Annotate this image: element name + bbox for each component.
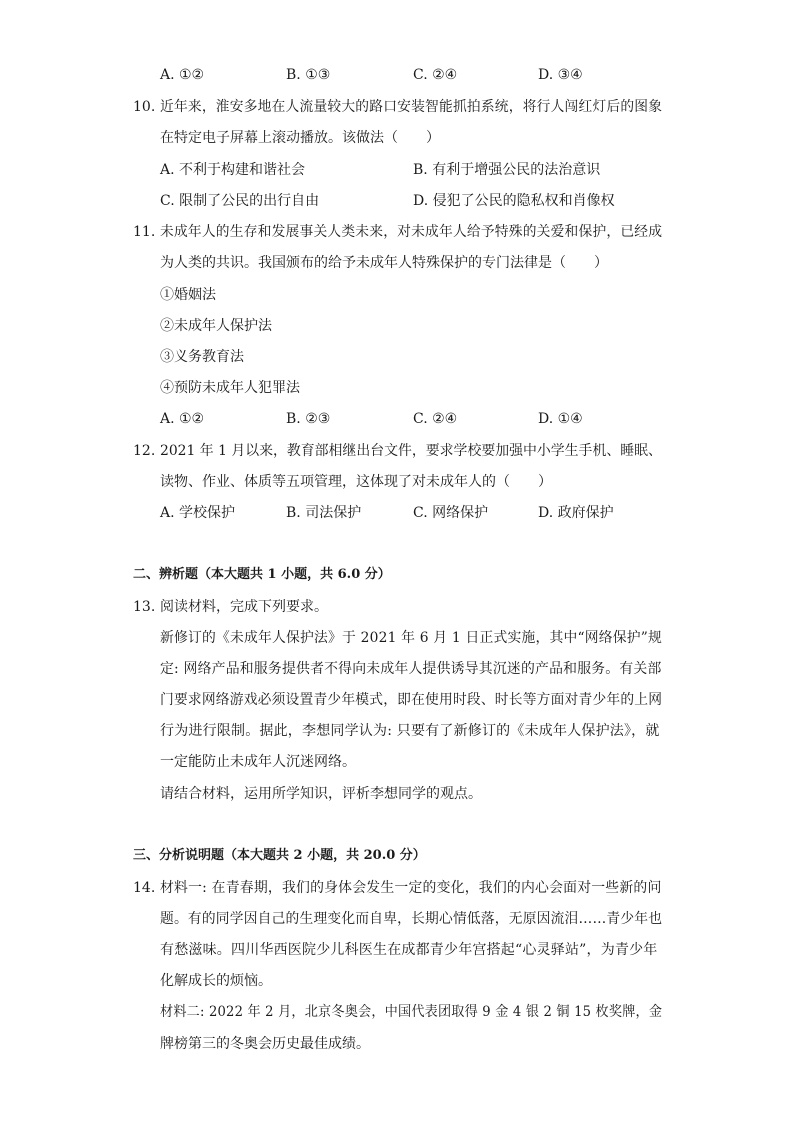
q12-option-b: B. 司法保护	[286, 505, 362, 521]
material-line: 门要求网络游戏必须设置青少年模式，即在使用时段、时长等方面对青少年的上网	[160, 692, 663, 708]
q11-item-1: ①婚姻法	[160, 287, 216, 303]
q10-option-b: B. 有利于增强公民的法治意识	[413, 162, 601, 178]
material-line: 化解成长的烦恼。	[160, 973, 272, 989]
material-line: 有愁滋味。四川华西医院少儿科医生在成都青少年宫搭起“心灵驿站”，为青少年	[160, 942, 658, 958]
q11-option-b: B. ②③	[286, 411, 331, 427]
section-heading: 二、辨析题（本大题共 1 小题，共 6.0 分）	[133, 567, 391, 582]
q10-option-c: C. 限制了公民的出行自由	[160, 193, 320, 209]
material-line: 牌榜第三的冬奥会历史最佳成绩。	[160, 1036, 370, 1052]
question-number: 10.	[133, 99, 156, 115]
material-line: 定: 网络产品和服务提供者不得向未成年人提供诱导其沉迷的产品和服务。有关部	[160, 661, 662, 677]
q9-option-b: B. ①③	[286, 67, 331, 83]
material-line: 新修订的《未成年人保护法》于 2021 年 6 月 1 日正式实施，其中“网络保护”规	[160, 630, 663, 646]
material-line: 材料二: 2022 年 2 月，北京冬奥会，中国代表团取得 9 金 4 银 2 铜 15 枚奖牌，金	[160, 1004, 663, 1020]
question-stem-line: 读物、作业、体质等五项管理，这体现了对未成年人的（ ）	[160, 474, 552, 490]
question-prompt: 请结合材料，运用所学知识，评析李想同学的观点。	[160, 786, 482, 802]
q10-option-d: D. 侵犯了公民的隐私权和肖像权	[413, 193, 615, 209]
q11-option-c: C. ②④	[413, 411, 458, 427]
q11-option-d: D. ①④	[538, 411, 583, 427]
question-stem-line: 未成年人的生存和发展事关人类未来，对未成年人给予特殊的关爱和保护，已经成	[160, 224, 663, 240]
question-number: 14.	[133, 880, 156, 896]
question-number: 11.	[133, 224, 156, 240]
question-number: 12.	[133, 443, 156, 459]
question-stem-line: 近年来，淮安多地在人流量较大的路口安装智能抓拍系统，将行人闯红灯后的图象	[160, 99, 663, 115]
q12-option-c: C. 网络保护	[413, 505, 489, 521]
q12-option-d: D. 政府保护	[538, 505, 614, 521]
material-line: 材料一: 在青春期，我们的身体会发生一定的变化，我们的内心会面对一些新的问	[160, 880, 662, 896]
question-stem-line: 2021 年 1 月以来，教育部相继出台文件，要求学校要加强中小学生手机、睡眠、	[160, 443, 662, 459]
material-line: 一定能防止未成年人沉迷网络。	[160, 754, 356, 770]
q9-option-c: C. ②④	[413, 67, 458, 83]
q9-option-d: D. ③④	[538, 67, 583, 83]
q11-item-4: ④预防未成年人犯罪法	[160, 380, 300, 396]
q9-option-a: A. ①②	[160, 67, 205, 83]
question-stem-line: 阅读材料，完成下列要求。	[160, 599, 328, 615]
section-heading: 三、分析说明题（本大题共 2 小题，共 20.0 分）	[133, 848, 426, 863]
material-line: 行为进行限制。据此，李想同学认为: 只要有了新修订的《未成年人保护法》，就	[160, 723, 660, 739]
q10-option-a: A. 不利于构建和谐社会	[160, 162, 306, 178]
question-stem-line: 在特定电子屏幕上滚动播放。该做法（ ）	[160, 130, 440, 146]
question-stem-line: 为人类的共识。我国颁布的给予未成年人特殊保护的专门法律是（ ）	[160, 255, 608, 271]
q11-item-2: ②未成年人保护法	[160, 318, 272, 334]
q12-option-a: A. 学校保护	[160, 505, 236, 521]
q11-option-a: A. ①②	[160, 411, 205, 427]
q11-item-3: ③义务教育法	[160, 349, 244, 365]
question-number: 13.	[133, 599, 156, 615]
material-line: 题。有的同学因自己的生理变化而自卑，长期心情低落，无原因流泪……青少年也	[160, 911, 663, 927]
